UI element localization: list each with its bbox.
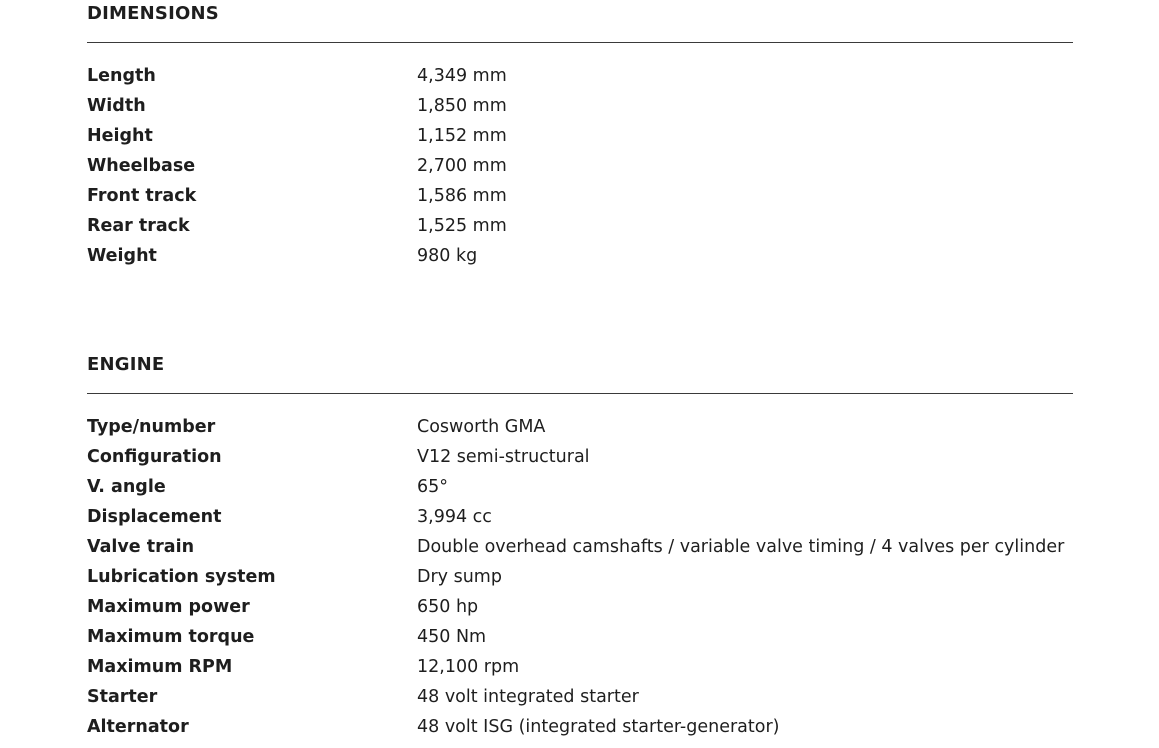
spec-value: 450 Nm xyxy=(417,627,487,647)
spec-label: Displacement xyxy=(87,507,222,527)
spec-row xyxy=(87,712,1073,742)
spec-row xyxy=(87,91,1073,121)
spec-label: Starter xyxy=(87,687,158,707)
dimensions-section xyxy=(87,2,1073,271)
spec-value: V12 semi-structural xyxy=(417,447,590,467)
spec-label: Front track xyxy=(87,186,197,206)
spec-row xyxy=(87,412,1073,442)
spec-value: Dry sump xyxy=(417,567,502,587)
spec-label: Length xyxy=(87,66,156,86)
spec-row xyxy=(87,562,1073,592)
spec-value: 48 volt integrated starter xyxy=(417,687,639,707)
spec-label: Width xyxy=(87,96,146,116)
spec-label: Rear track xyxy=(87,216,190,236)
spec-value: 2,700 mm xyxy=(417,156,507,176)
spec-row xyxy=(87,121,1073,151)
section-title: ENGINE xyxy=(87,354,165,375)
spec-value: 1,152 mm xyxy=(417,126,507,146)
spec-label: Valve train xyxy=(87,537,195,557)
spec-row xyxy=(87,502,1073,532)
section-divider xyxy=(87,42,1073,43)
spec-row xyxy=(87,442,1073,472)
engine-section xyxy=(87,353,1073,742)
spec-label: Maximum power xyxy=(87,597,250,617)
spec-row xyxy=(87,211,1073,241)
spec-row xyxy=(87,682,1073,712)
spec-value: 1,586 mm xyxy=(417,186,507,206)
spec-row xyxy=(87,592,1073,622)
spec-value: 980 kg xyxy=(417,246,478,266)
spec-row xyxy=(87,61,1073,91)
spec-label: Maximum torque xyxy=(87,627,255,647)
spec-label: Configuration xyxy=(87,447,222,467)
spec-label: Alternator xyxy=(87,717,189,737)
spec-label: Height xyxy=(87,126,153,146)
spec-label: Maximum RPM xyxy=(87,657,233,677)
spec-value: 650 hp xyxy=(417,597,479,617)
spec-label: V. angle xyxy=(87,477,166,497)
spec-value: Cosworth GMA xyxy=(417,417,546,437)
section-title: DIMENSIONS xyxy=(87,3,219,24)
spec-value: Double overhead camshafts / variable valve timing / 4 valves per cylinder xyxy=(417,537,1065,557)
spec-row xyxy=(87,532,1073,562)
spec-label: Lubrication system xyxy=(87,567,276,587)
spec-row xyxy=(87,652,1073,682)
spec-value: 48 volt ISG (integrated starter-generator) xyxy=(417,717,780,737)
spec-value: 1,525 mm xyxy=(417,216,507,236)
spec-value: 4,349 mm xyxy=(417,66,507,86)
spec-label: Wheelbase xyxy=(87,156,196,176)
spec-value: 3,994 cc xyxy=(417,507,492,527)
spec-row xyxy=(87,181,1073,211)
spec-list xyxy=(87,412,1073,742)
spec-value: 12,100 rpm xyxy=(417,657,520,677)
spec-value: 1,850 mm xyxy=(417,96,507,116)
spec-row xyxy=(87,472,1073,502)
spec-list xyxy=(87,61,1073,271)
section-divider xyxy=(87,393,1073,394)
spec-row xyxy=(87,622,1073,652)
spec-row xyxy=(87,151,1073,181)
spec-label: Type/number xyxy=(87,417,216,437)
spec-label: Weight xyxy=(87,246,157,266)
spec-value: 65° xyxy=(417,477,449,497)
spec-row xyxy=(87,241,1073,271)
